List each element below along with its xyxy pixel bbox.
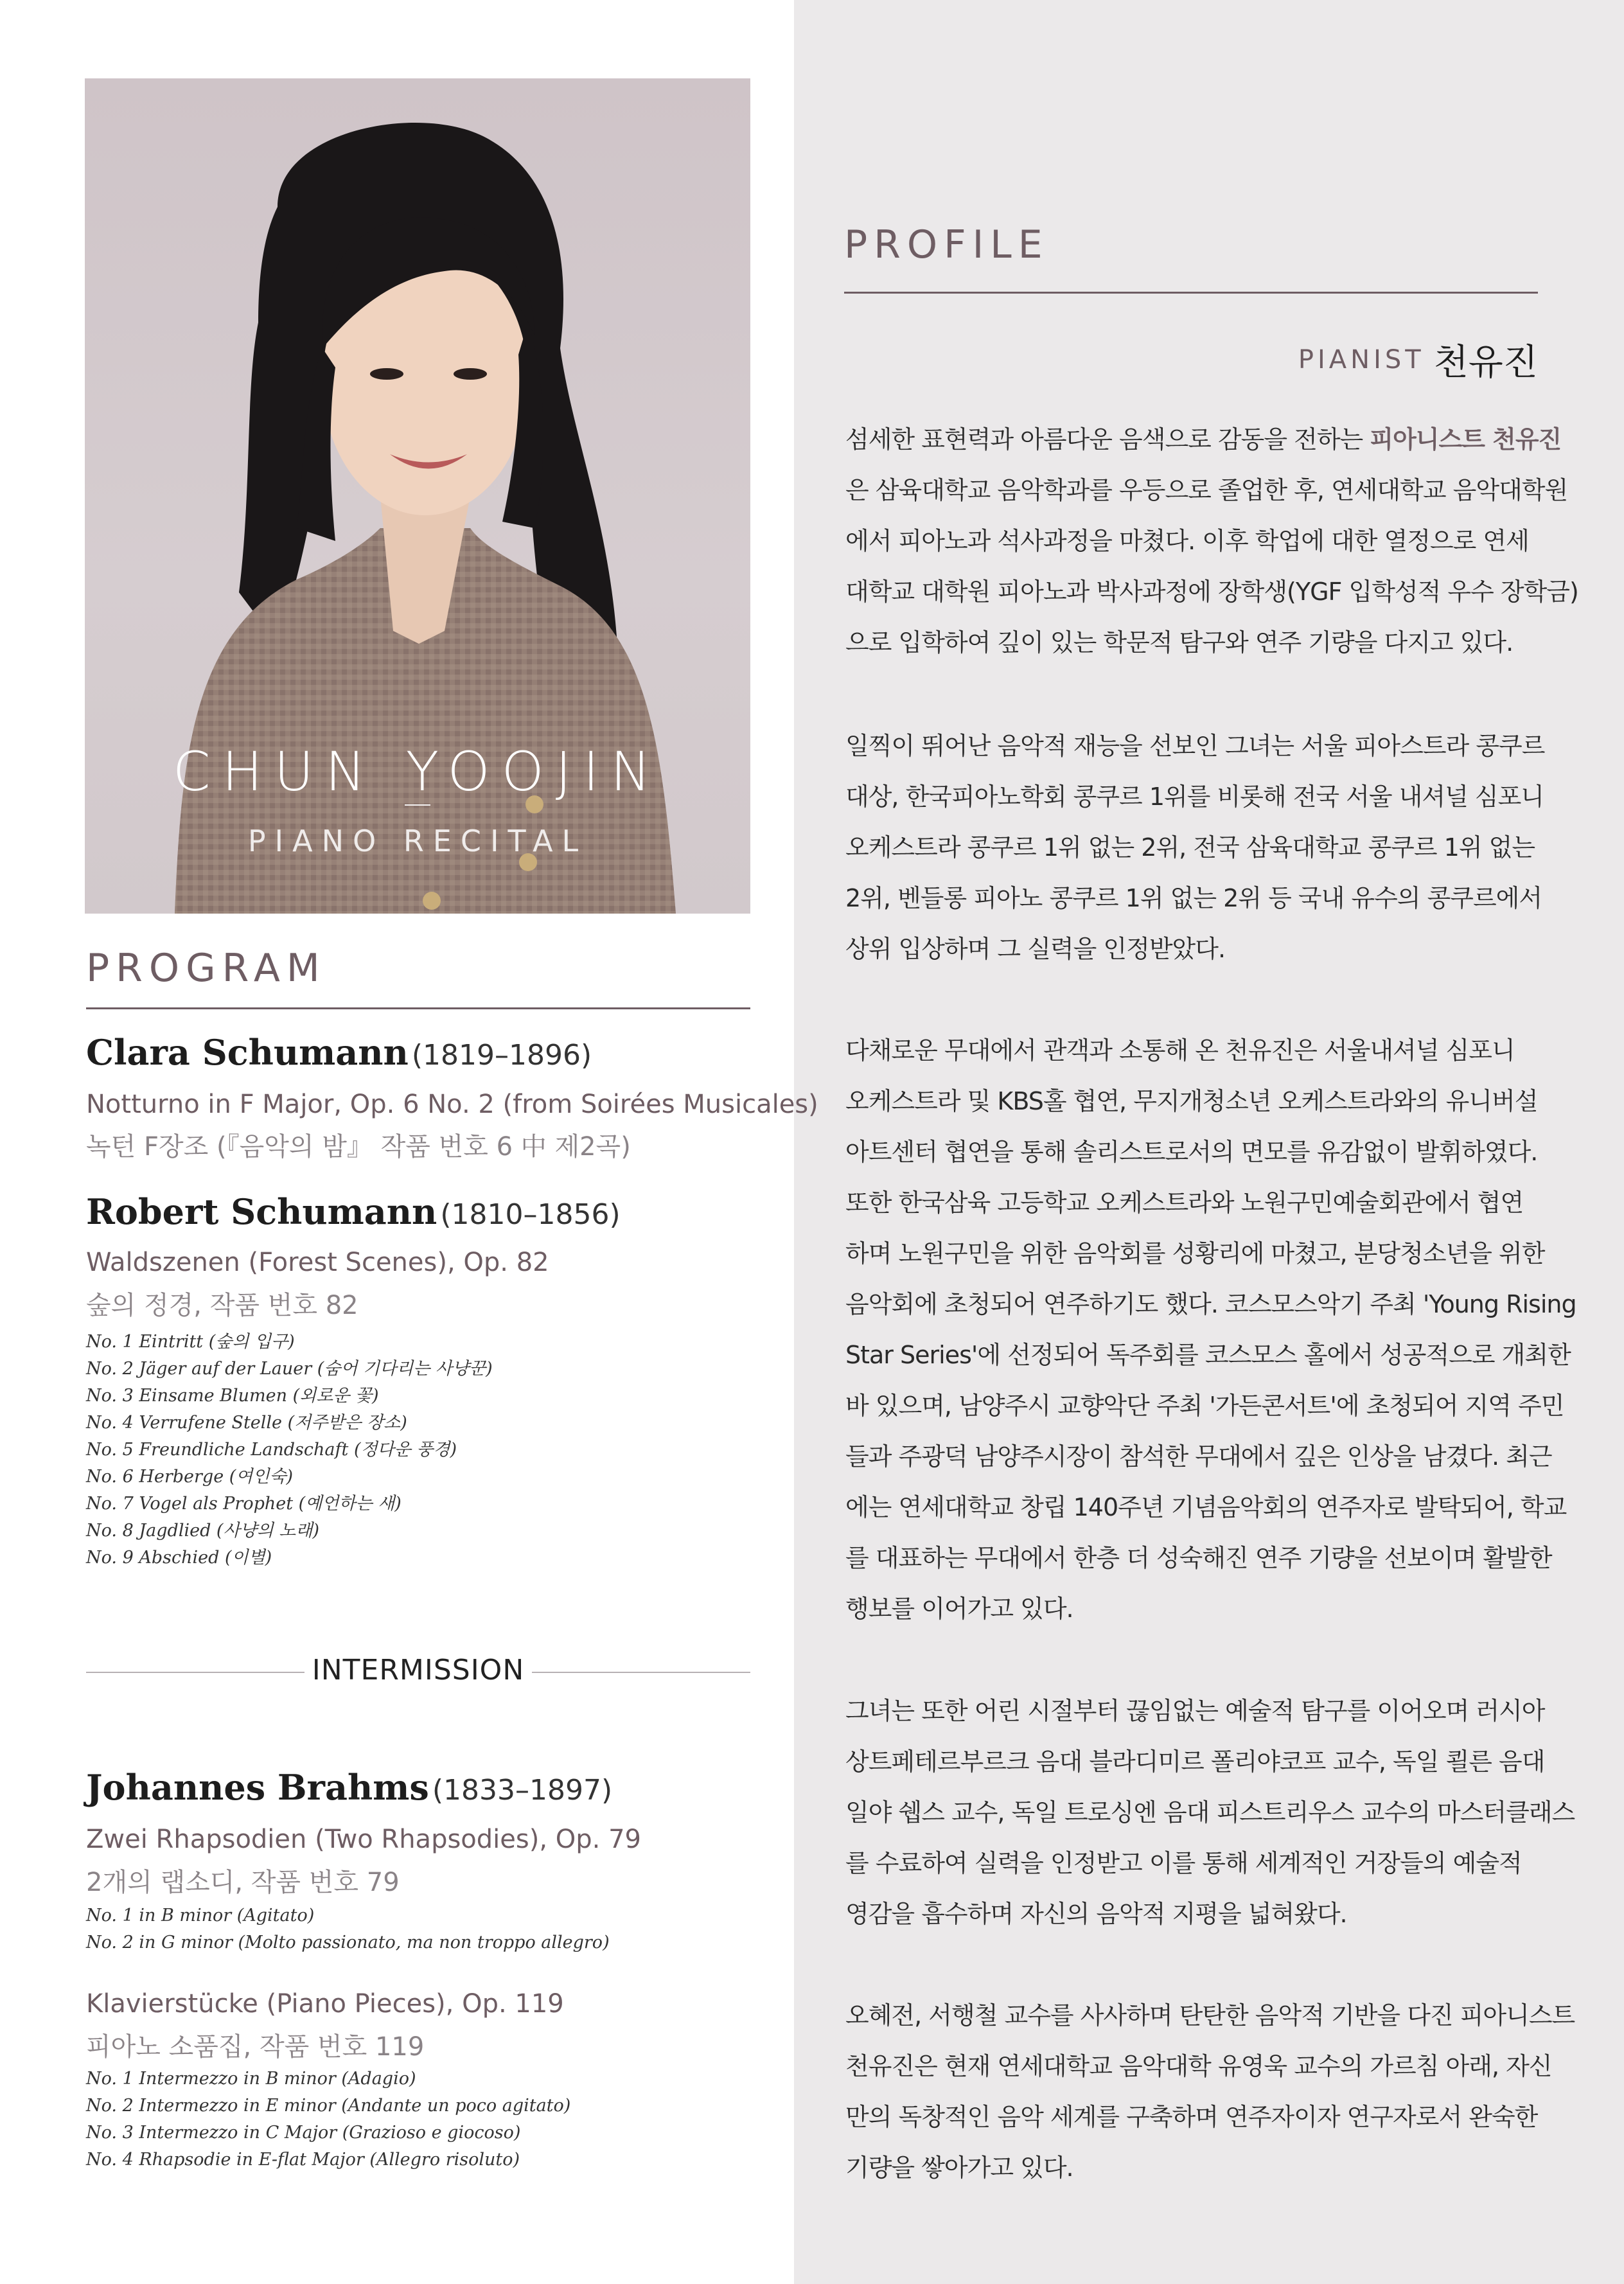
profile-line: 일찍이 뛰어난 음악적 재능을 선보인 그녀는 서울 피아스트라 콩쿠르: [845, 732, 1545, 760]
work-title-ko: 녹턴 F장조 (『음악의 밤』 작품 번호 6 中 제2곡): [86, 1132, 631, 1162]
profile-line: Star Series'에 선정되어 독주회를 코스모스 홀에서 성공적으로 개최한: [845, 1341, 1571, 1369]
movement-item: No. 3 Intermezzo in C Major (Grazioso e giocoso): [86, 2123, 521, 2143]
profile-paragraph-4: [845, 1686, 1575, 1940]
pianist-label: PIANIST: [1298, 345, 1425, 375]
profile-rule: [844, 292, 1538, 294]
movement-item: No. 2 in G minor (Molto passionato, ma non troppo allegro): [86, 1933, 610, 1952]
profile-line: 들과 주광덕 남양주시장이 참석한 무대에서 깊은 인상을 남겼다. 최근: [845, 1442, 1552, 1471]
movement-item: No. 2 Intermezzo in E minor (Andante un poco agitato): [86, 2096, 571, 2116]
work-title-ko: 숲의 정경, 작품 번호 82: [86, 1291, 358, 1320]
profile-line: 에는 연세대학교 창립 140주년 기념음악회의 연주자로 발탁되어, 학교: [845, 1493, 1567, 1521]
profile-line: 를 대표하는 무대에서 한층 더 성숙해진 연주 기량을 선보이며 활발한: [845, 1544, 1552, 1572]
work-title-en: Klavierstücke (Piano Pieces), Op. 119: [86, 1989, 564, 2019]
profile-line: 상위 입상하며 그 실력을 인정받았다.: [845, 935, 1226, 963]
profile-line: 오케스트라 콩쿠르 1위 없는 2위, 전국 삼육대학교 콩쿠르 1위 없는: [845, 833, 1535, 862]
movement-item: No. 5 Freundliche Landschaft (정다운 풍경): [86, 1440, 457, 1460]
composer-years: (1810–1856): [440, 1198, 621, 1231]
composer-robert-schumann: [86, 1191, 621, 1232]
profile-line: 만의 독창적인 음악 세계를 구축하며 연주자이자 연구자로서 완숙한: [845, 2103, 1538, 2131]
movement-item: No. 4 Verrufene Stelle (저주받은 장소): [86, 1413, 407, 1433]
profile-line: 오케스트라 및 KBS홀 협연, 무지개청소년 오케스트라와의 유니버설: [845, 1087, 1538, 1115]
pianist-title: [1298, 334, 1538, 385]
profile-line: 음악회에 초청되어 연주하기도 했다. 코스모스악기 주최 'Young Rising: [845, 1290, 1576, 1318]
movement-item: No. 6 Herberge (여인숙): [86, 1467, 294, 1487]
profile-line: 일야 쉡스 교수, 독일 트로싱엔 음대 피스트리우스 교수의 마스터클래스: [845, 1798, 1575, 1827]
composer-years: (1833–1897): [432, 1774, 613, 1807]
movement-item: No. 4 Rhapsodie in E-flat Major (Allegro risoluto): [86, 2150, 520, 2170]
profile-line: 다채로운 무대에서 관객과 소통해 온 천유진은 서울내셔널 심포니: [845, 1036, 1515, 1065]
profile-line: 행보를 이어가고 있다.: [845, 1595, 1073, 1623]
profile-paragraph-2: [845, 721, 1545, 975]
movement-item: No. 1 Eintritt (숲의 입구): [86, 1332, 295, 1352]
profile-line: 영감을 흡수하며 자신의 음악적 지평을 넓혀왔다.: [845, 1900, 1347, 1928]
profile-line: 대상, 한국피아노학회 콩쿠르 1위를 비롯해 전국 서울 내셔널 심포니: [845, 783, 1544, 811]
profile-line: 은 삼육대학교 음악학과를 우등으로 졸업한 후, 연세대학교 음악대학원: [845, 476, 1568, 504]
profile-heading: PROFILE: [844, 222, 1049, 267]
profile-line: 바 있으며, 남양주시 교향악단 주최 '가든콘서트'에 초청되어 지역 주민: [845, 1392, 1564, 1420]
photo-title: CHUN YOOJIN: [172, 740, 663, 803]
profile-line: 하며 노원구민을 위한 음악회를 성황리에 마쳤고, 분당청소년을 위한: [845, 1239, 1545, 1268]
movement-item: No. 1 in B minor (Agitato): [86, 1906, 315, 1925]
profile-line: 에서 피아노과 석사과정을 마쳤다. 이후 학업에 대한 열정으로 연세: [845, 527, 1529, 555]
composer-clara-schumann: [86, 1032, 592, 1073]
composer-name: Clara Schumann: [86, 1032, 409, 1073]
composer-johannes-brahms: [86, 1767, 612, 1808]
work-title-en: Zwei Rhapsodien (Two Rhapsodies), Op. 79: [86, 1825, 641, 1854]
composer-name: Robert Schumann: [86, 1191, 437, 1232]
program-rule: [86, 1007, 750, 1009]
profile-line: 기량을 쌓아가고 있다.: [845, 2154, 1073, 2182]
profile-line: 또한 한국삼육 고등학교 오케스트라와 노원구민예술회관에서 협연: [845, 1189, 1524, 1217]
work-title-en: Notturno in F Major, Op. 6 No. 2 (from Soirées Musicales): [86, 1090, 818, 1119]
profile-line: [845, 414, 1562, 465]
profile-paragraph-1: [845, 414, 1578, 668]
photo-divider: [405, 804, 430, 806]
work-title-ko: 2개의 랩소디, 작품 번호 79: [86, 1868, 400, 1897]
composer-years: (1819–1896): [411, 1039, 592, 1072]
profile-highlight: 피아니스트 천유진: [1370, 425, 1562, 454]
profile-line-text: 섬세한 표현력과 아름다운 음색으로 감동을 전하는: [845, 425, 1370, 454]
profile-line: 그녀는 또한 어린 시절부터 끊임없는 예술적 탐구를 이어오며 러시아: [845, 1697, 1545, 1725]
photo-subtitle: PIANO RECITAL: [247, 824, 588, 858]
movement-item: No. 1 Intermezzo in B minor (Adagio): [86, 2069, 416, 2089]
profile-paragraph-5: [845, 1990, 1575, 2193]
program-heading: PROGRAM: [86, 946, 326, 991]
profile-line: 를 수료하여 실력을 인정받고 이를 통해 세계적인 거장들의 예술적: [845, 1849, 1522, 1877]
intermission-divider: [86, 1652, 750, 1691]
work-title-ko: 피아노 소품집, 작품 번호 119: [86, 2032, 425, 2062]
work-title-en: Waldszenen (Forest Scenes), Op. 82: [86, 1248, 549, 1277]
movement-item: No. 7 Vogel als Prophet (예언하는 새): [86, 1494, 402, 1514]
movement-item: No. 2 Jäger auf der Lauer (숨어 기다리는 사냥꾼): [86, 1359, 493, 1379]
movement-item: No. 3 Einsame Blumen (외로운 꽃): [86, 1386, 379, 1406]
profile-line: 으로 입학하여 깊이 있는 학문적 탐구와 연주 기량을 다지고 있다.: [845, 628, 1514, 657]
profile-line: 대학교 대학원 피아노과 박사과정에 장학생(YGF 입학성적 우수 장학금): [845, 578, 1578, 606]
movement-item: No. 8 Jagdlied (사냥의 노래): [86, 1521, 319, 1541]
profile-line: 2위, 벤들롱 피아노 콩쿠르 1위 없는 2위 등 국내 유수의 콩쿠르에서: [845, 884, 1542, 912]
intermission-text: INTERMISSION: [304, 1654, 532, 1686]
profile-line: 오혜전, 서행철 교수를 사사하며 탄탄한 음악적 기반을 다진 피아니스트: [845, 2001, 1575, 2030]
profile-line: 아트센터 협연을 통해 솔리스트로서의 면모를 유감없이 발휘하였다.: [845, 1138, 1538, 1166]
composer-name: Johannes Brahms: [86, 1767, 429, 1808]
profile-paragraph-3: [845, 1025, 1576, 1634]
profile-line: 상트페테르부르크 음대 블라디미르 폴리야코프 교수, 독일 쾰른 음대: [845, 1748, 1545, 1776]
pianist-name: 천유진: [1433, 342, 1538, 384]
pianist-photo: [85, 78, 750, 914]
profile-line: 천유진은 현재 연세대학교 음악대학 유영욱 교수의 가르침 아래, 자신: [845, 2052, 1552, 2080]
movement-item: No. 9 Abschied (이별): [86, 1548, 272, 1568]
intermission-label: [86, 1654, 750, 1686]
